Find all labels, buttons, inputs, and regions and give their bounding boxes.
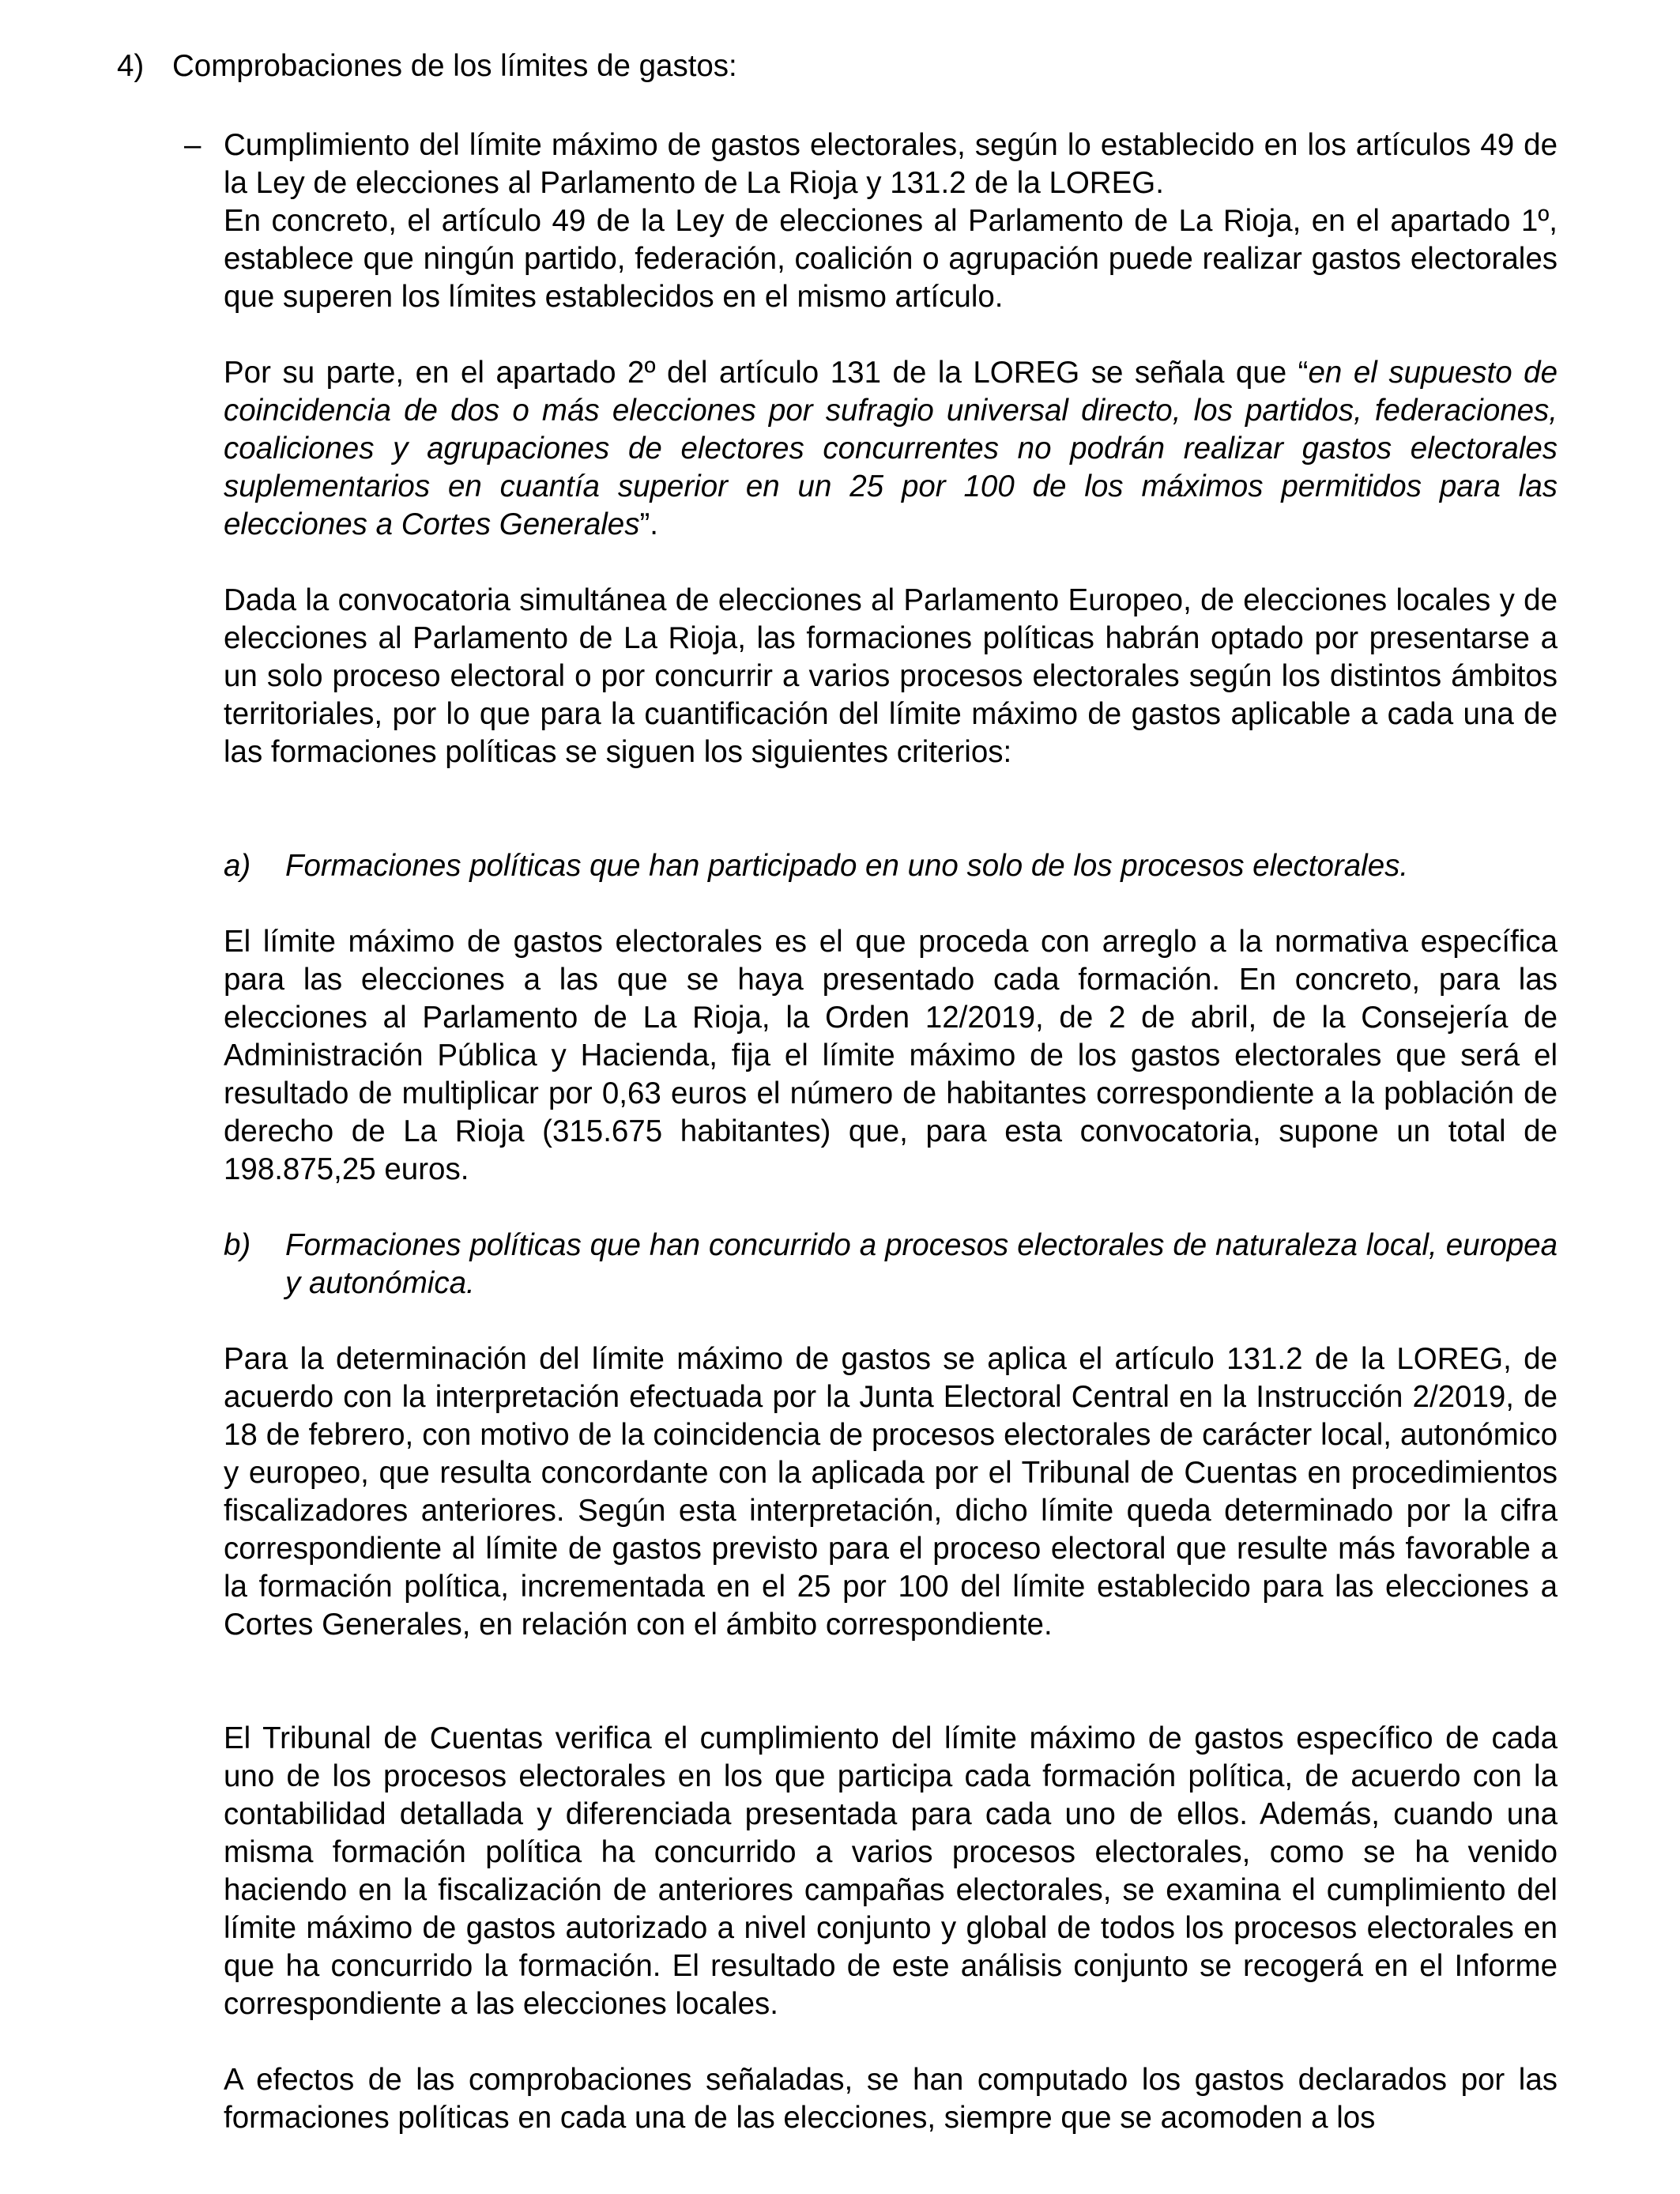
criterion-b-label: b): [224, 1228, 251, 1262]
paragraph-article-131-end: ”.: [639, 507, 658, 541]
criterion-a-text: Formaciones políticas que han participado en uno solo de los procesos electorales.: [285, 849, 1409, 883]
criterion-a-label: a): [224, 849, 251, 883]
paragraph-tribunal-verification: El Tribunal de Cuentas verifica el cumplimiento del límite máximo de gastos específico de cada uno de los procesos electorales en los que participa cada formación política, de acuerdo con la contabilidad detallada y diferenciada presentada para cada uno de ellos. Además, cuando una misma formación política ha concurrido a varios procesos electorales, como se ha venido haciendo en la fiscalización de anteriores campañas electorales, se examina el cumplimiento del límite máximo de gastos autorizado a nivel conjunto y global de todos los procesos electorales en que ha concurrido la formación. El resultado de este análisis conjunto se recogerá en el Informe correspondiente a las elecciones locales.: [224, 1721, 1558, 2021]
paragraph-compliance: Cumplimiento del límite máximo de gastos electorales, según lo establecido en los artículos 49 de la Ley de elecciones al Parlamento de La Rioja y 131.2 de la LOREG.: [224, 128, 1558, 200]
paragraph-article-49: En concreto, el artículo 49 de la Ley de elecciones al Parlamento de La Rioja, en el apartado 1º, establece que ningún partido, federación, coalición o agrupación puede realizar gastos electorales que superen los límites establecidos en el mismo artículo.: [224, 204, 1558, 314]
section-title: Comprobaciones de los límites de gastos:: [172, 49, 737, 83]
paragraph-article-131-intro: Por su parte, en el apartado 2º del artículo 131 de la LOREG se señala que “: [224, 356, 1309, 390]
criterion-b-text: Formaciones políticas que han concurrido a procesos electorales de naturaleza local, europea y autonómica.: [285, 1228, 1558, 1300]
paragraph-single-process-limit: El límite máximo de gastos electorales es el que proceda con arreglo a la normativa específica para las elecciones a las que se haya presentado cada formación. En concreto, para las elecciones al Parlamento de La Rioja, la Orden 12/2019, de 2 de abril, de la Consejería de Administración Pública y Hacienda, fija el límite máximo de los gastos electorales que será el resultado de multiplicar por 0,63 euros el número de habitantes correspondiente a la población de derecho de La Rioja (315.675 habitantes) que, para esta convocatoria, supone un total de 198.875,25 euros.: [224, 925, 1558, 1186]
paragraph-computed-expenses: A efectos de las comprobaciones señaladas, se han computado los gastos declarados por las formaciones políticas en cada una de las elecciones, siempre que se acomoden a los: [224, 2063, 1558, 2135]
criterion-b: [224, 1227, 1558, 1302]
legal-quote: en el supuesto de coincidencia de dos o más elecciones por sufragio universal directo, los partidos, federaciones, coaliciones y agrupaciones de electores concurrentes no podrán realizar gastos electorales suplementarios en cuantía superior en un 25 por 100 de los máximos permitidos para las elecciones a Cortes Generales: [224, 356, 1558, 541]
paragraph-multiple-process-limit: Para la determinación del límite máximo de gastos se aplica el artículo 131.2 de la LOREG, de acuerdo con la interpretación efectuada por la Junta Electoral Central en la Instrucción 2/2019, de 18 de febrero, con motivo de la coincidencia de procesos electorales de carácter local, autonómico y europeo, que resulta concordante con la aplicada por el Tribunal de Cuentas en procedimientos fiscalizadores anteriores. Según esta interpretación, dicho límite queda determinado por la cifra correspondiente al límite de gastos previsto para el proceso electoral que resulte más favorable a la formación política, incrementada en el 25 por 100 del límite establecido para las elecciones a Cortes Generales, en relación con el ámbito correspondiente.: [224, 1342, 1558, 1642]
criterion-a: [224, 847, 1558, 885]
paragraph-simultaneous-elections: Dada la convocatoria simultánea de elecciones al Parlamento Europeo, de elecciones locales y de elecciones al Parlamento de La Rioja, las formaciones políticas habrán optado por presentarse a un solo proceso electoral o por concurrir a varios procesos electorales según los distintos ámbitos territoriales, por lo que para la cuantificación del límite máximo de gastos aplicable a cada una de las formaciones políticas se siguen los siguientes criterios:: [224, 583, 1558, 769]
paragraph-article-131: [224, 354, 1558, 544]
bullet-dash: –: [184, 128, 202, 162]
section-number: 4): [117, 49, 145, 83]
section-heading: [117, 47, 737, 85]
